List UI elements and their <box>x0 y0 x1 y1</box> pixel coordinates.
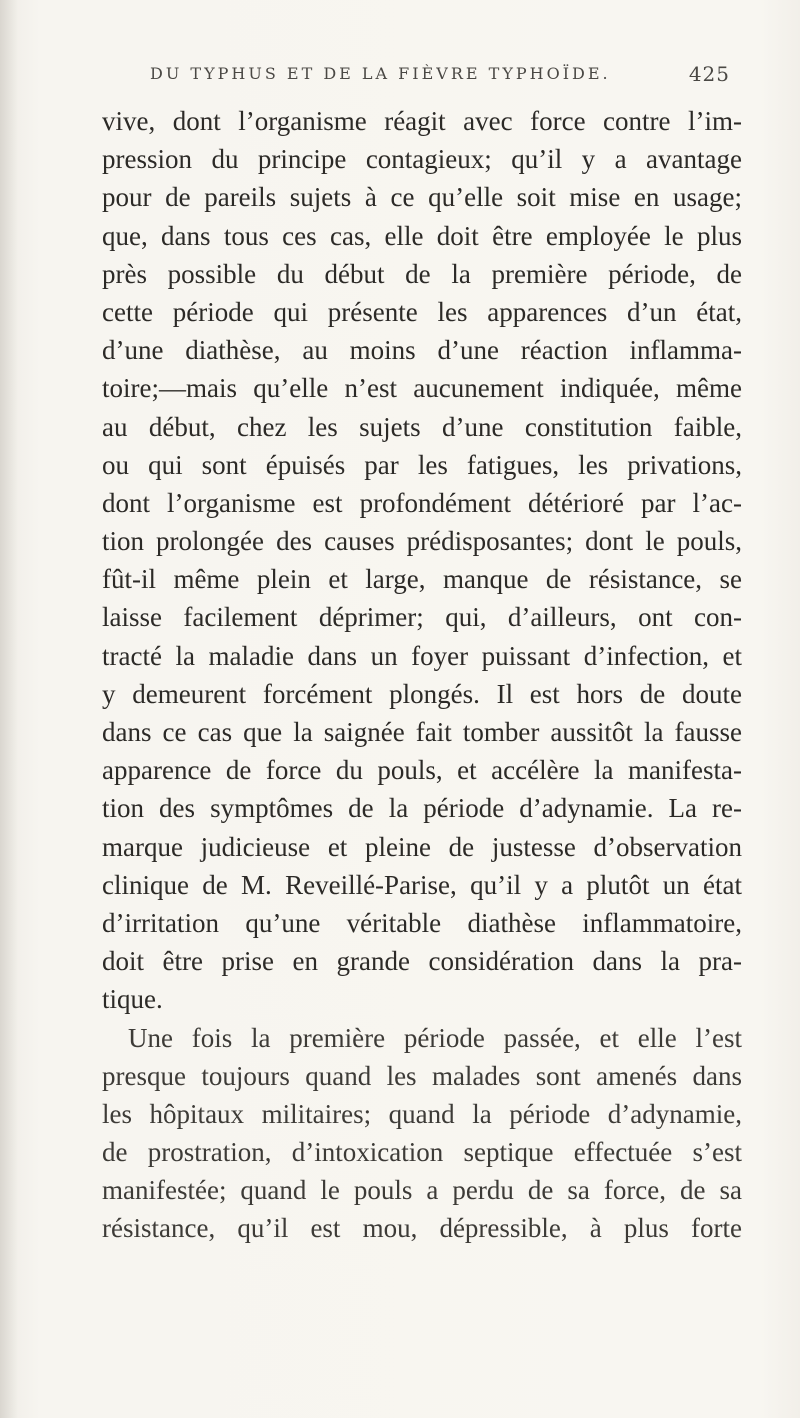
gutter-shadow <box>0 0 18 1418</box>
text-line: presque toujours quand les malades sont amenés dans <box>102 1060 742 1091</box>
text-line: cette période qui présente les apparences d’un état, <box>102 296 742 327</box>
text-line: les hôpitaux militaires; quand la période d’adynamie, <box>102 1098 742 1129</box>
text-line: dans ce cas que la saignée fait tomber aussitôt la fausse <box>102 717 742 747</box>
text-line: y demeurent forcément plongés. Il est hors de doute <box>102 678 742 709</box>
text-line: toire;—mais qu’elle n’est aucunement indiquée, même <box>102 373 742 404</box>
text-line: pour de pareils sujets à ce qu’elle soit mise en usage; <box>102 182 742 213</box>
text-line: laisse facilement déprimer; qui, d’ailleurs, ont con- <box>102 602 742 633</box>
running-head <box>150 62 730 96</box>
text-line: marque judicieuse et pleine de justesse d’observation <box>102 831 742 862</box>
text-line: d’une diathèse, au moins d’une réaction inflamma- <box>102 335 742 366</box>
text-line: tion prolongée des causes prédisposantes; dont le pouls, <box>102 526 742 557</box>
text-line: apparence de force du pouls, et accélère la manifesta- <box>102 755 742 786</box>
text-line: résistance, qu’il est mou, dépressible, à plus forte <box>102 1213 742 1244</box>
text-line: dont l’organisme est profondément détérioré par l’ac- <box>102 487 742 518</box>
text-line: d’irritation qu’une véritable diathèse inflammatoire, <box>102 907 742 938</box>
text-line: pression du principe contagieux; qu’il y a avantage <box>102 144 742 175</box>
text-line: vive, dont l’organisme réagit avec force contre l’im- <box>102 106 742 136</box>
text-line: ou qui sont épuisés par les fatigues, les privations, <box>102 449 742 480</box>
text-line: de prostration, d’intoxication septique effectuée s’est <box>102 1137 742 1168</box>
text-line: clinique de M. Reveillé-Parise, qu’il y a plutôt un état <box>102 869 742 900</box>
text-line: tique. <box>102 984 163 1015</box>
text-line: que, dans tous ces cas, elle doit être employée le plus <box>102 220 742 251</box>
running-title: DU TYPHUS ET DE LA FIÈVRE TYPHOÏDE. <box>150 64 611 83</box>
text-line: doit être prise en grande considération dans la pra- <box>102 946 742 977</box>
text-line: tracté la maladie dans un foyer puissant d’infection, et <box>102 640 742 671</box>
page-number: 425 <box>688 62 730 86</box>
text-line: fût-il même plein et large, manque de résistance, se <box>102 564 742 595</box>
text-line: tion des symptômes de la période d’adynamie. La re- <box>102 793 742 824</box>
body-text <box>102 102 742 1248</box>
text-line: au début, chez les sujets d’une constitution faible, <box>102 411 742 442</box>
text-line: près possible du début de la première période, de <box>102 258 742 289</box>
text-line: manifestée; quand le pouls a perdu de sa force, de sa <box>102 1175 742 1206</box>
text-line: Une fois la première période passée, et elle l’est <box>128 1022 742 1053</box>
